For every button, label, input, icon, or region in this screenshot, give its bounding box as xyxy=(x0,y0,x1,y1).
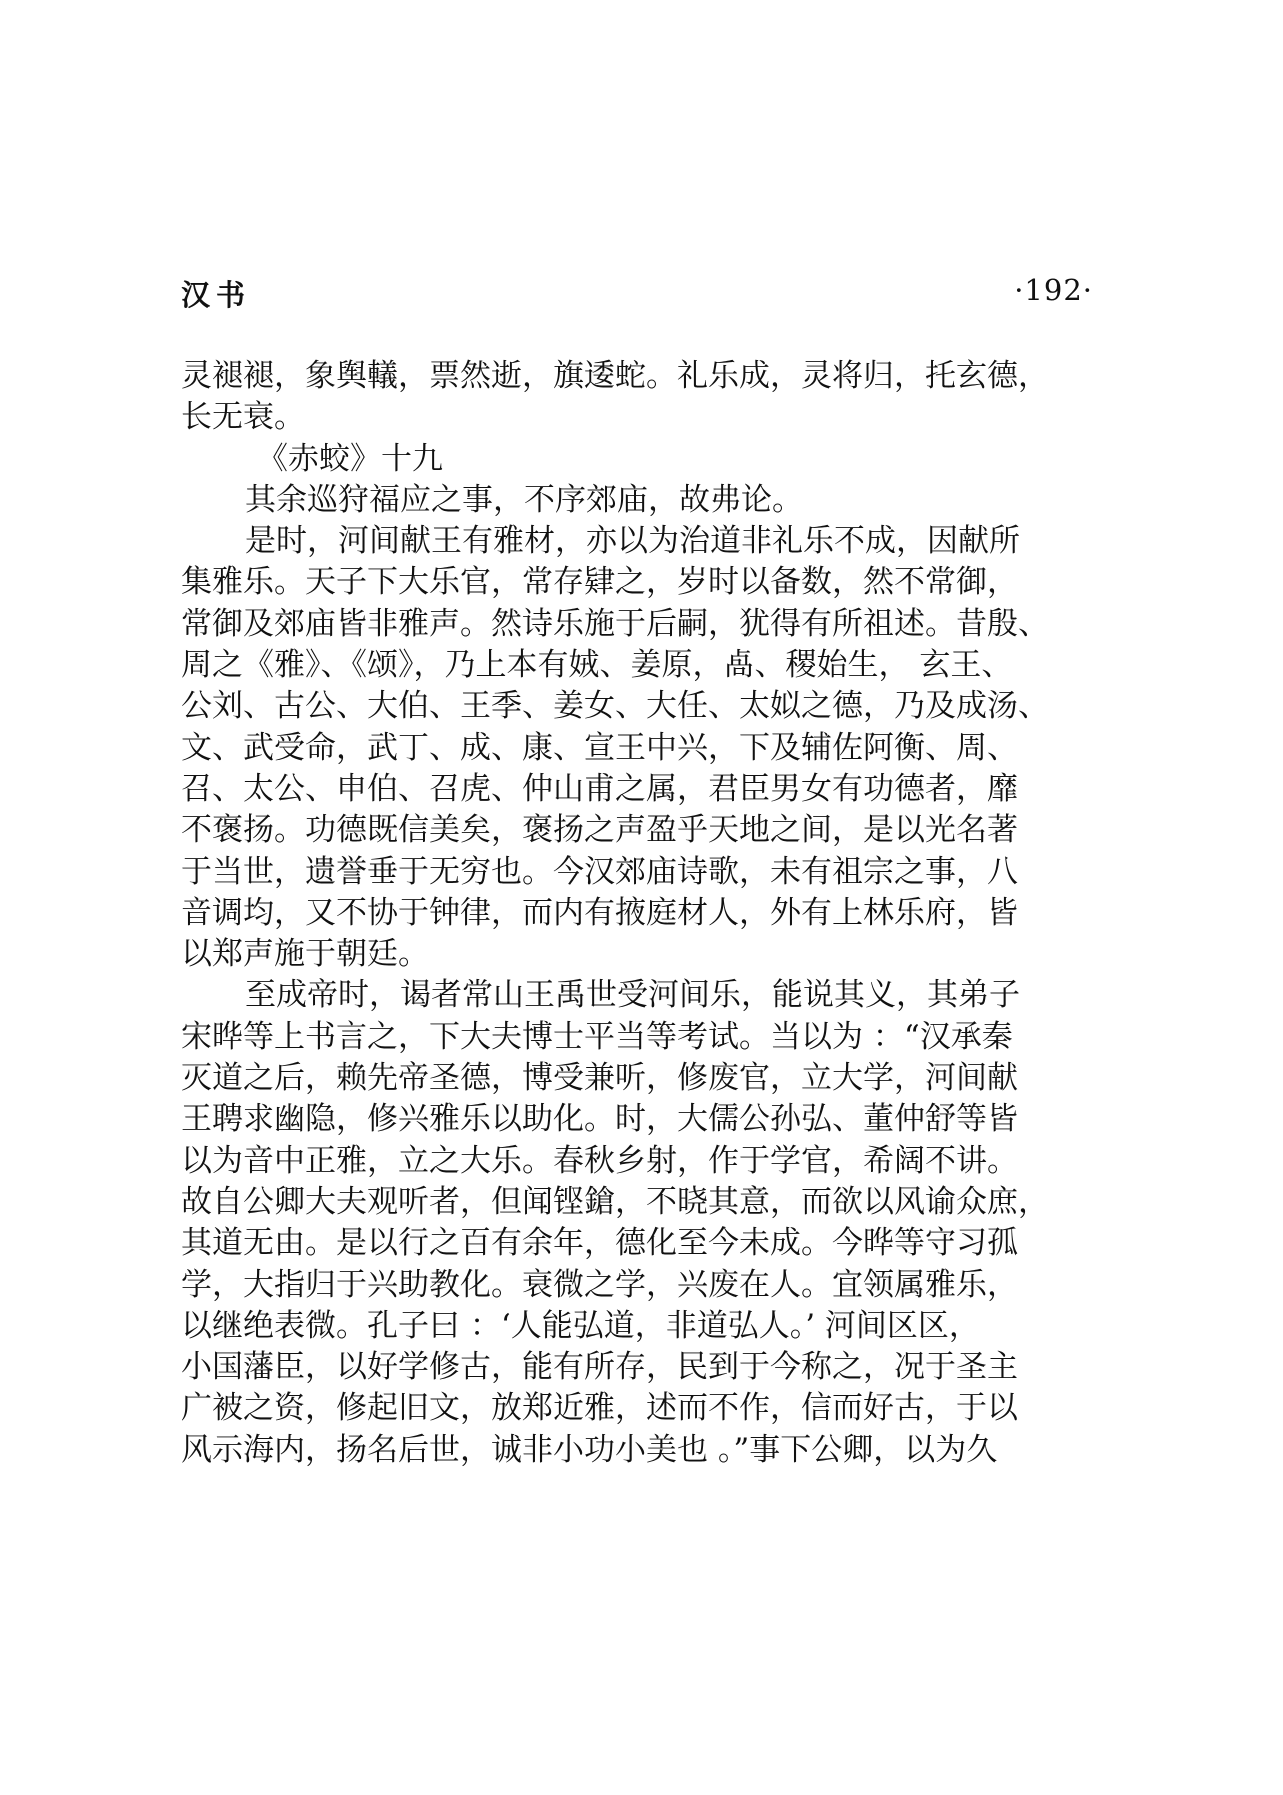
text-line: 小国藩臣，以好学修古，能有所存，民到于今称之，况于圣主 xyxy=(181,1349,1018,1386)
text-line: 风示海内，扬名后世，诚非小功小美也 。”事下公卿，以为久 xyxy=(181,1431,998,1468)
text-line: 公刘、古公、大伯、王季、姜女、大任、太姒之德，乃及成汤、 xyxy=(181,688,1049,725)
text-line: 文、武受命，武丁、成、康、宣王中兴，下及辅佐阿衡、周、 xyxy=(181,729,1018,766)
text-line: 广被之资，修起旧文，放郑近雅，述而不作，信而好古，于以 xyxy=(181,1390,1018,1427)
text-line: 集雅乐。天子下大乐官，常存肄之，岁时以备数，然不常御， xyxy=(181,564,1018,601)
text-line: 长无衰。 xyxy=(181,399,305,436)
page-number: ·192· xyxy=(1014,273,1093,307)
text-line: 召、太公、申伯、召虎、仲山甫之属，君臣男女有功德者，靡 xyxy=(181,770,1018,807)
text-line: 灭道之后，赖先帝圣德，博受兼听，修废官，立大学，河间献 xyxy=(181,1060,1018,1097)
text-line: 不褒扬。功德既信美矣，褒扬之声盈乎天地之间，是以光名著 xyxy=(181,812,1018,849)
text-line: 故自公卿大夫观听者，但闻铿鎗，不晓其意，而欲以风谕众庶， xyxy=(181,1183,1049,1220)
text-line: 周之《雅》、《颂》，乃上本有娀、姜原，卨、稷始生， 玄王、 xyxy=(181,647,1013,684)
text-line: 学，大指归于兴助教化。衰微之学，兴废在人。宜领属雅乐， xyxy=(181,1266,1018,1303)
text-line: 常御及郊庙皆非雅声。然诗乐施于后嗣，犹得有所祖述。昔殷、 xyxy=(181,605,1049,642)
text-line: 于当世，遗誉垂于无穷也。今汉郊庙诗歌，未有祖宗之事，八 xyxy=(181,853,1018,890)
text-line: 王聘求幽隐，修兴雅乐以助化。时，大儒公孙弘、董仲舒等皆 xyxy=(181,1101,1018,1138)
text-line: 其余巡狩福应之事，不序郊庙，故弗论。 xyxy=(245,481,803,518)
text-line: 灵褪褪，象舆轙，票然逝，旗逶蛇。礼乐成，灵将归，托玄德， xyxy=(181,358,1049,394)
running-header xyxy=(181,273,1093,313)
text-line: 以郑声施于朝廷。 xyxy=(181,936,429,973)
body-text xyxy=(181,356,1093,1471)
section-title: 《赤蛟》十九 xyxy=(257,440,443,477)
text-line: 是时，河间献王有雅材，亦以为治道非礼乐不成，因献所 xyxy=(245,523,1020,560)
text-line: 至成帝时，谒者常山王禹世受河间乐，能说其义，其弟子 xyxy=(245,977,1020,1014)
text-line: 以为音中正雅，立之大乐。春秋乡射，作于学官，希阔不讲。 xyxy=(181,1142,1018,1179)
text-line: 宋晔等上书言之，下大夫博士平当等考试。当以为 ：“汉承秦 xyxy=(181,1018,1013,1055)
text-line: 以继绝表微。孔子曰 ：‘人能弘道，非道弘人。’ 河间区区， xyxy=(181,1307,980,1344)
book-title: 汉书 xyxy=(181,278,252,312)
text-line: 其道无由。是以行之百有余年，德化至今未成。今晔等守习孤 xyxy=(181,1225,1018,1262)
text-line: 音调均，又不协于钟律，而内有掖庭材人，外有上林乐府，皆 xyxy=(181,894,1018,931)
